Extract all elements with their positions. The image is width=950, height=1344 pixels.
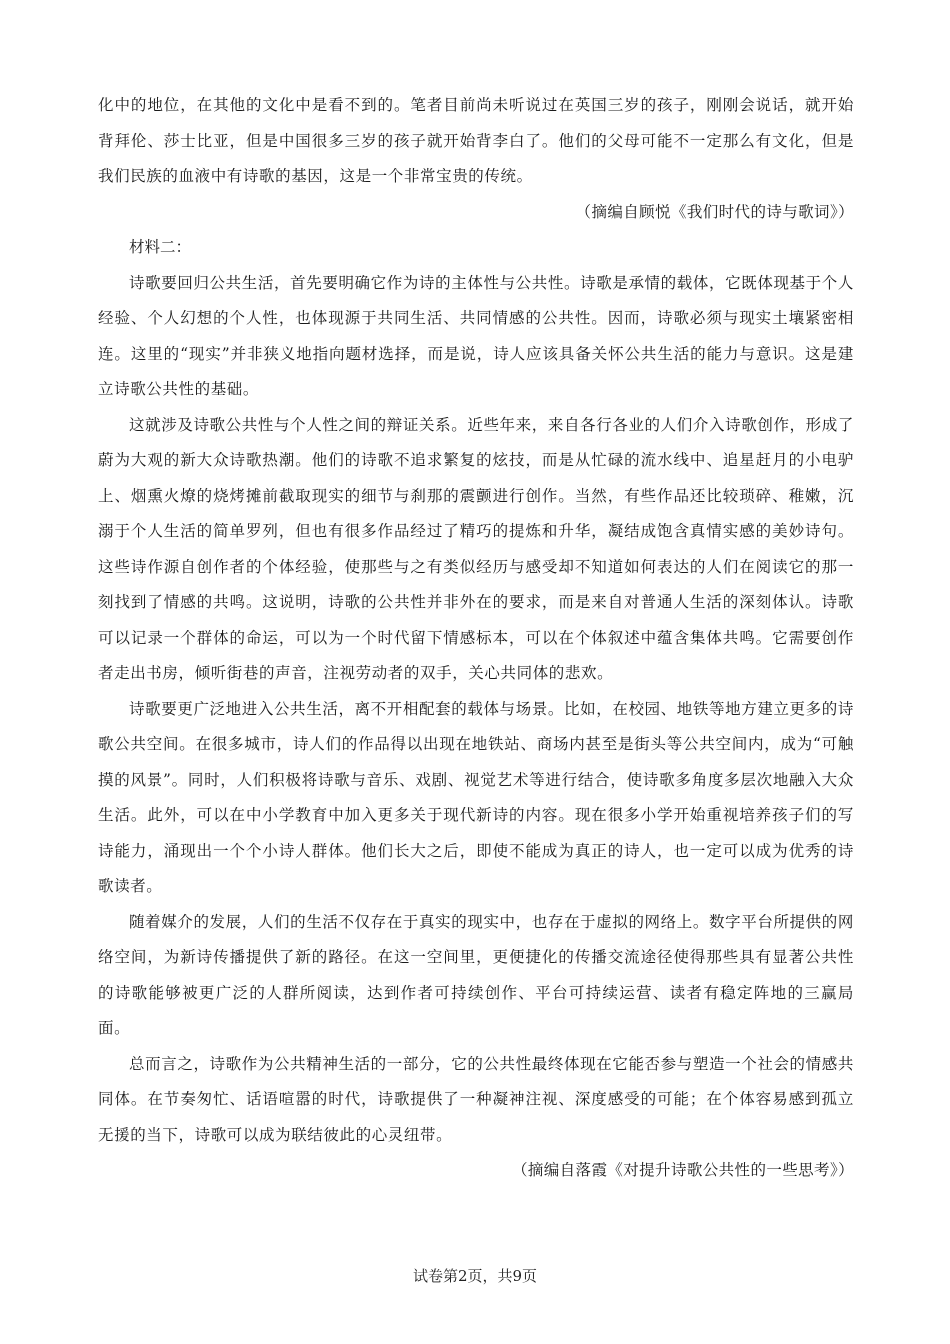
paragraph-5: 总而言之，诗歌作为公共精神生活的一部分，它的公共性最终体现在它能否参与塑造一个社会的情感共同体。在节奏匆忙、话语喧嚣的时代，诗歌提供了一种凝神注视、深度感受的可能；在个体容易感到孤立无援的当下，诗歌可以成为联结彼此的心灵纽带。 [98, 1054, 854, 1144]
paragraph-3: 诗歌要更广泛地进入公共生活，离不开相配套的载体与场景。比如，在校园、地铁等地方建立更多的诗歌公共空间。在很多城市，诗人们的作品得以出现在地铁站、商场内甚至是街头等公共空间内，成为“可触摸的风景”。同时，人们积极将诗歌与音乐、戏剧、视觉艺术等进行结合，使诗歌多角度多层次地融入大众生活。此外，可以在中小学教育中加入更多关于现代新诗的内容。现在很多小学开始重视培养孩子们的写诗能力，涌现出一个个小诗人群体。他们长大之后，即使不能成为真正的诗人，也一定可以成为优秀的诗歌读者。 [98, 699, 854, 895]
page-footer: 试卷第2页，共9页 [412, 1267, 538, 1285]
paragraph-2: 这就涉及诗歌公共性与个人性之间的辩证关系。近些年来，来自各行各业的人们介入诗歌创作，形成了蔚为大观的新大众诗歌热潮。他们的诗歌不追求繁复的炫技，而是从忙碌的流水线中、追星赶月的小电驴上、烟熏火燎的烧烤摊前截取现实的细节与刹那的震颤进行创作。当然，有些作品还比较琐碎、稚嫩，沉溺于个人生活的简单罗列，但也有很多作品经过了精巧的提炼和升华，凝结成饱含真情实感的美妙诗句。这些诗作源自创作者的个体经验，使那些与之有类似经历与感受却不知道如何表达的人们在阅读它的那一刻找到了情感的共鸣。这说明，诗歌的公共性并非外在的要求，而是来自对普通人生活的深刻体认。诗歌可以记录一个群体的命运，可以为一个时代留下情感标本，可以在个体叙述中蕴含集体共鸣。它需要创作者走出书房，倾听街巷的声音，注视劳动者的双手，关心共同体的悲欢。 [98, 415, 854, 682]
document-body [98, 88, 854, 1189]
material-2-heading: 材料二： [129, 238, 192, 256]
opening-paragraph: 化中的地位，在其他的文化中是看不到的。笔者目前尚未听说过在英国三岁的孩子，刚刚会说话，就开始背拜伦、莎士比亚，但是中国很多三岁的孩子就开始背李白了。他们的父母可能不一定那么有文化，但是我们民族的血液中有诗歌的基因，这是一个非常宝贵的传统。 [98, 96, 854, 185]
paragraph-1: 诗歌要回归公共生活，首先要明确它作为诗的主体性与公共性。诗歌是承情的载体，它既体现基于个人经验、个人幻想的个人性，也体现源于共同生活、共同情感的公共性。因而，诗歌必须与现实土壤紧密相连。这里的“现实”并非狭义地指向题材选择，而是说，诗人应该具备关怀公共生活的能力与意识。这是建立诗歌公共性的基础。 [98, 273, 854, 398]
source-citation-1: （摘编自顾悦《我们时代的诗与歌词》） [575, 202, 854, 221]
paragraph-4: 随着媒介的发展，人们的生活不仅存在于真实的现实中，也存在于虚拟的网络上。数字平台所提供的网络空间，为新诗传播提供了新的路径。在这一空间里，更便捷化的传播交流途径使得那些具有显著公共性的诗歌能够被更广泛的人群所阅读，达到作者可持续创作、平台可持续运营、读者有稳定阵地的三赢局面。 [98, 912, 854, 1037]
source-citation-2: （摘编自落霞《对提升诗歌公共性的一些思考》） [511, 1161, 854, 1179]
